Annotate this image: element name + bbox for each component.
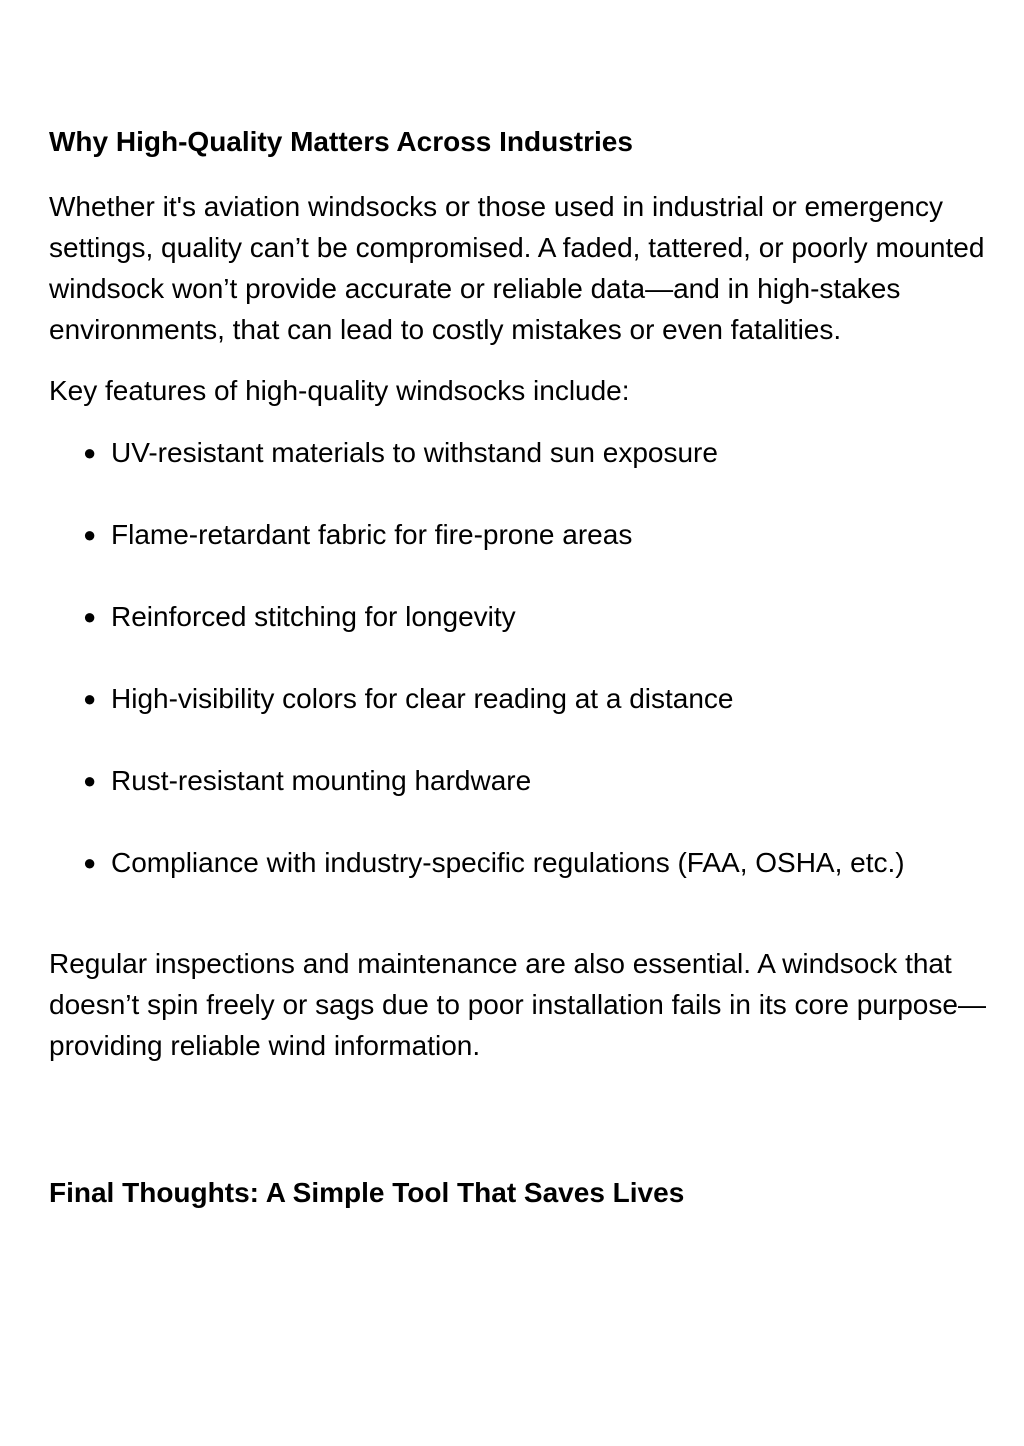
list-item <box>49 514 999 555</box>
section-heading-final-thoughts: Final Thoughts: A Simple Tool That Saves Lives <box>49 1177 685 1208</box>
list-item-text: Compliance with industry-specific regulations (FAA, OSHA, etc.) <box>111 847 905 878</box>
bullet-icon: ● <box>83 522 97 547</box>
list-item-text: UV-resistant materials to withstand sun exposure <box>111 437 718 468</box>
list-item <box>49 432 999 473</box>
intro-paragraph: Whether it's aviation windsocks or those used in industrial or emergency settings, quality can’t be compromised. A faded, tattered, or poorly mounted windsock won’t provide accurate or reliable data—and in high-stakes environments, that can lead to costly mistakes or even fatalities. <box>49 191 985 345</box>
list-item <box>49 760 999 801</box>
list-intro: Key features of high-quality windsocks include: <box>49 375 630 406</box>
section-heading-quality: Why High-Quality Matters Across Industries <box>49 126 633 157</box>
bullet-icon: ● <box>83 440 97 465</box>
feature-list <box>49 432 999 883</box>
bullet-icon: ● <box>83 768 97 793</box>
document-page <box>49 124 999 1211</box>
list-item-text: Flame-retardant fabric for fire-prone areas <box>111 519 633 550</box>
bullet-icon: ● <box>83 604 97 629</box>
list-item <box>49 596 999 637</box>
list-item-text: Rust-resistant mounting hardware <box>111 765 532 796</box>
bullet-icon: ● <box>83 686 97 711</box>
closing-paragraph: Regular inspections and maintenance are also essential. A windsock that doesn’t spin freely or sags due to poor installation fails in its core purpose—providing reliable wind information. <box>49 948 986 1061</box>
list-item <box>49 842 999 883</box>
bullet-icon: ● <box>83 850 97 875</box>
list-item-text: Reinforced stitching for longevity <box>111 601 516 632</box>
list-item-text: High-visibility colors for clear reading at a distance <box>111 683 734 714</box>
list-item <box>49 678 999 719</box>
